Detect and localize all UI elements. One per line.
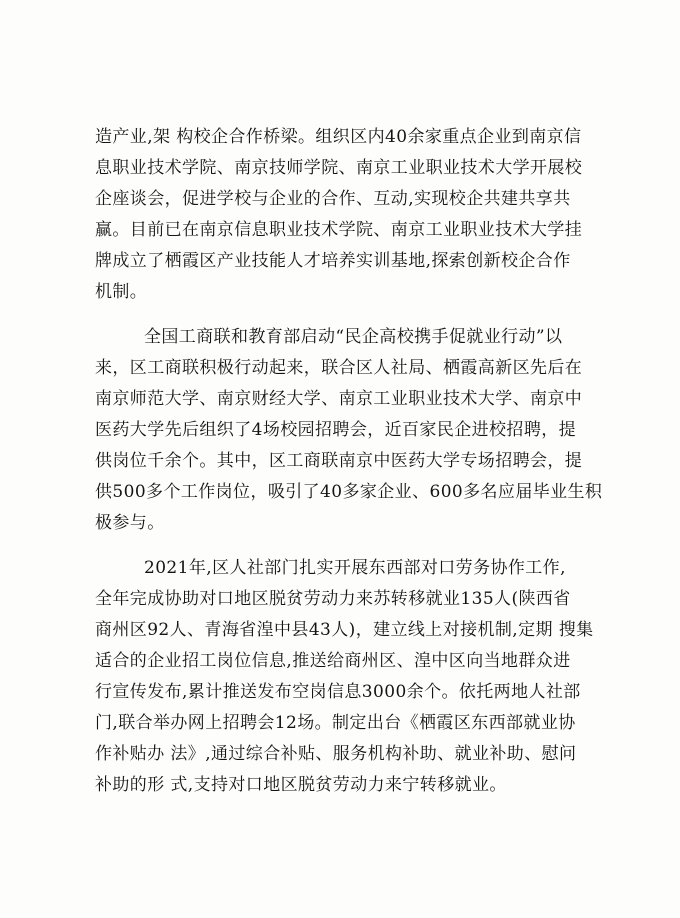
text-line: 医药大学先后组织了4场校园招聘会，近百家民企进校招聘，提 bbox=[95, 420, 577, 440]
text-line: 行宣传发布,累计推送发布空岗信息3000余个。依托两地人社部 bbox=[95, 682, 581, 702]
text-line: 供500多个工作岗位，吸引了40多家企业、600多名应届毕业生积 bbox=[95, 482, 603, 502]
paragraph-school-enterprise bbox=[95, 122, 605, 308]
text-line: 极参与。 bbox=[95, 513, 165, 533]
text-line: 造产业,架 构校企合作桥梁。组织区内40余家重点企业到南京信 bbox=[95, 127, 582, 147]
text-line: 息职业技术学院、南京技师学院、南京工业职业技术大学开展校 bbox=[95, 158, 583, 178]
text-line: 适合的企业招工岗位信息,推送给商州区、湟中区向当地群众进 bbox=[95, 651, 571, 671]
text-line: 南京师范大学、南京财经大学、南京工业职业技术大学、南京中 bbox=[95, 389, 583, 409]
paragraph-spacer bbox=[95, 308, 605, 322]
paragraph-campus-recruitment bbox=[95, 322, 605, 539]
paragraph-labor-cooperation bbox=[95, 553, 605, 801]
text-line: 商州区92人、青海省湟中县43人)，建立线上对接机制,定期 搜集 bbox=[95, 620, 594, 640]
text-line: 2021年,区人社部门扎实开展东西部对口劳务协作工作, bbox=[144, 558, 566, 578]
text-line: 企座谈会，促进学校与企业的合作、互动,实现校企共建共享共 bbox=[95, 189, 571, 209]
text-line: 全年完成协助对口地区脱贫劳动力来苏转移就业135人(陕西省 bbox=[95, 589, 571, 609]
text-line: 牌成立了栖霞区产业技能人才培养实训基地,探索创新校企合作 bbox=[95, 251, 571, 271]
text-line: 机制。 bbox=[95, 282, 148, 302]
text-line: 作补贴办 法》,通过综合补贴、服务机构补助、就业补助、慰问 bbox=[95, 744, 577, 764]
text-line: 来，区工商联积极行动起来，联合区人社局、栖霞高新区先后在 bbox=[95, 358, 583, 378]
paragraph-spacer bbox=[95, 539, 605, 553]
text-line: 供岗位千余个。其中，区工商联南京中医药大学专场招聘会，提 bbox=[95, 451, 583, 471]
text-line: 门,联合举办网上招聘会12场。制定出台《栖霞区东西部就业协 bbox=[95, 713, 576, 733]
text-line: 赢。目前已在南京信息职业技术学院、南京工业职业技术大学挂 bbox=[95, 220, 583, 240]
document-body bbox=[95, 122, 605, 801]
text-line: 补助的形 式,支持对口地区脱贫劳动力来宁转移就业。 bbox=[95, 775, 507, 795]
text-line: 全国工商联和教育部启动“民企高校携手促就业行动”以 bbox=[144, 327, 563, 347]
